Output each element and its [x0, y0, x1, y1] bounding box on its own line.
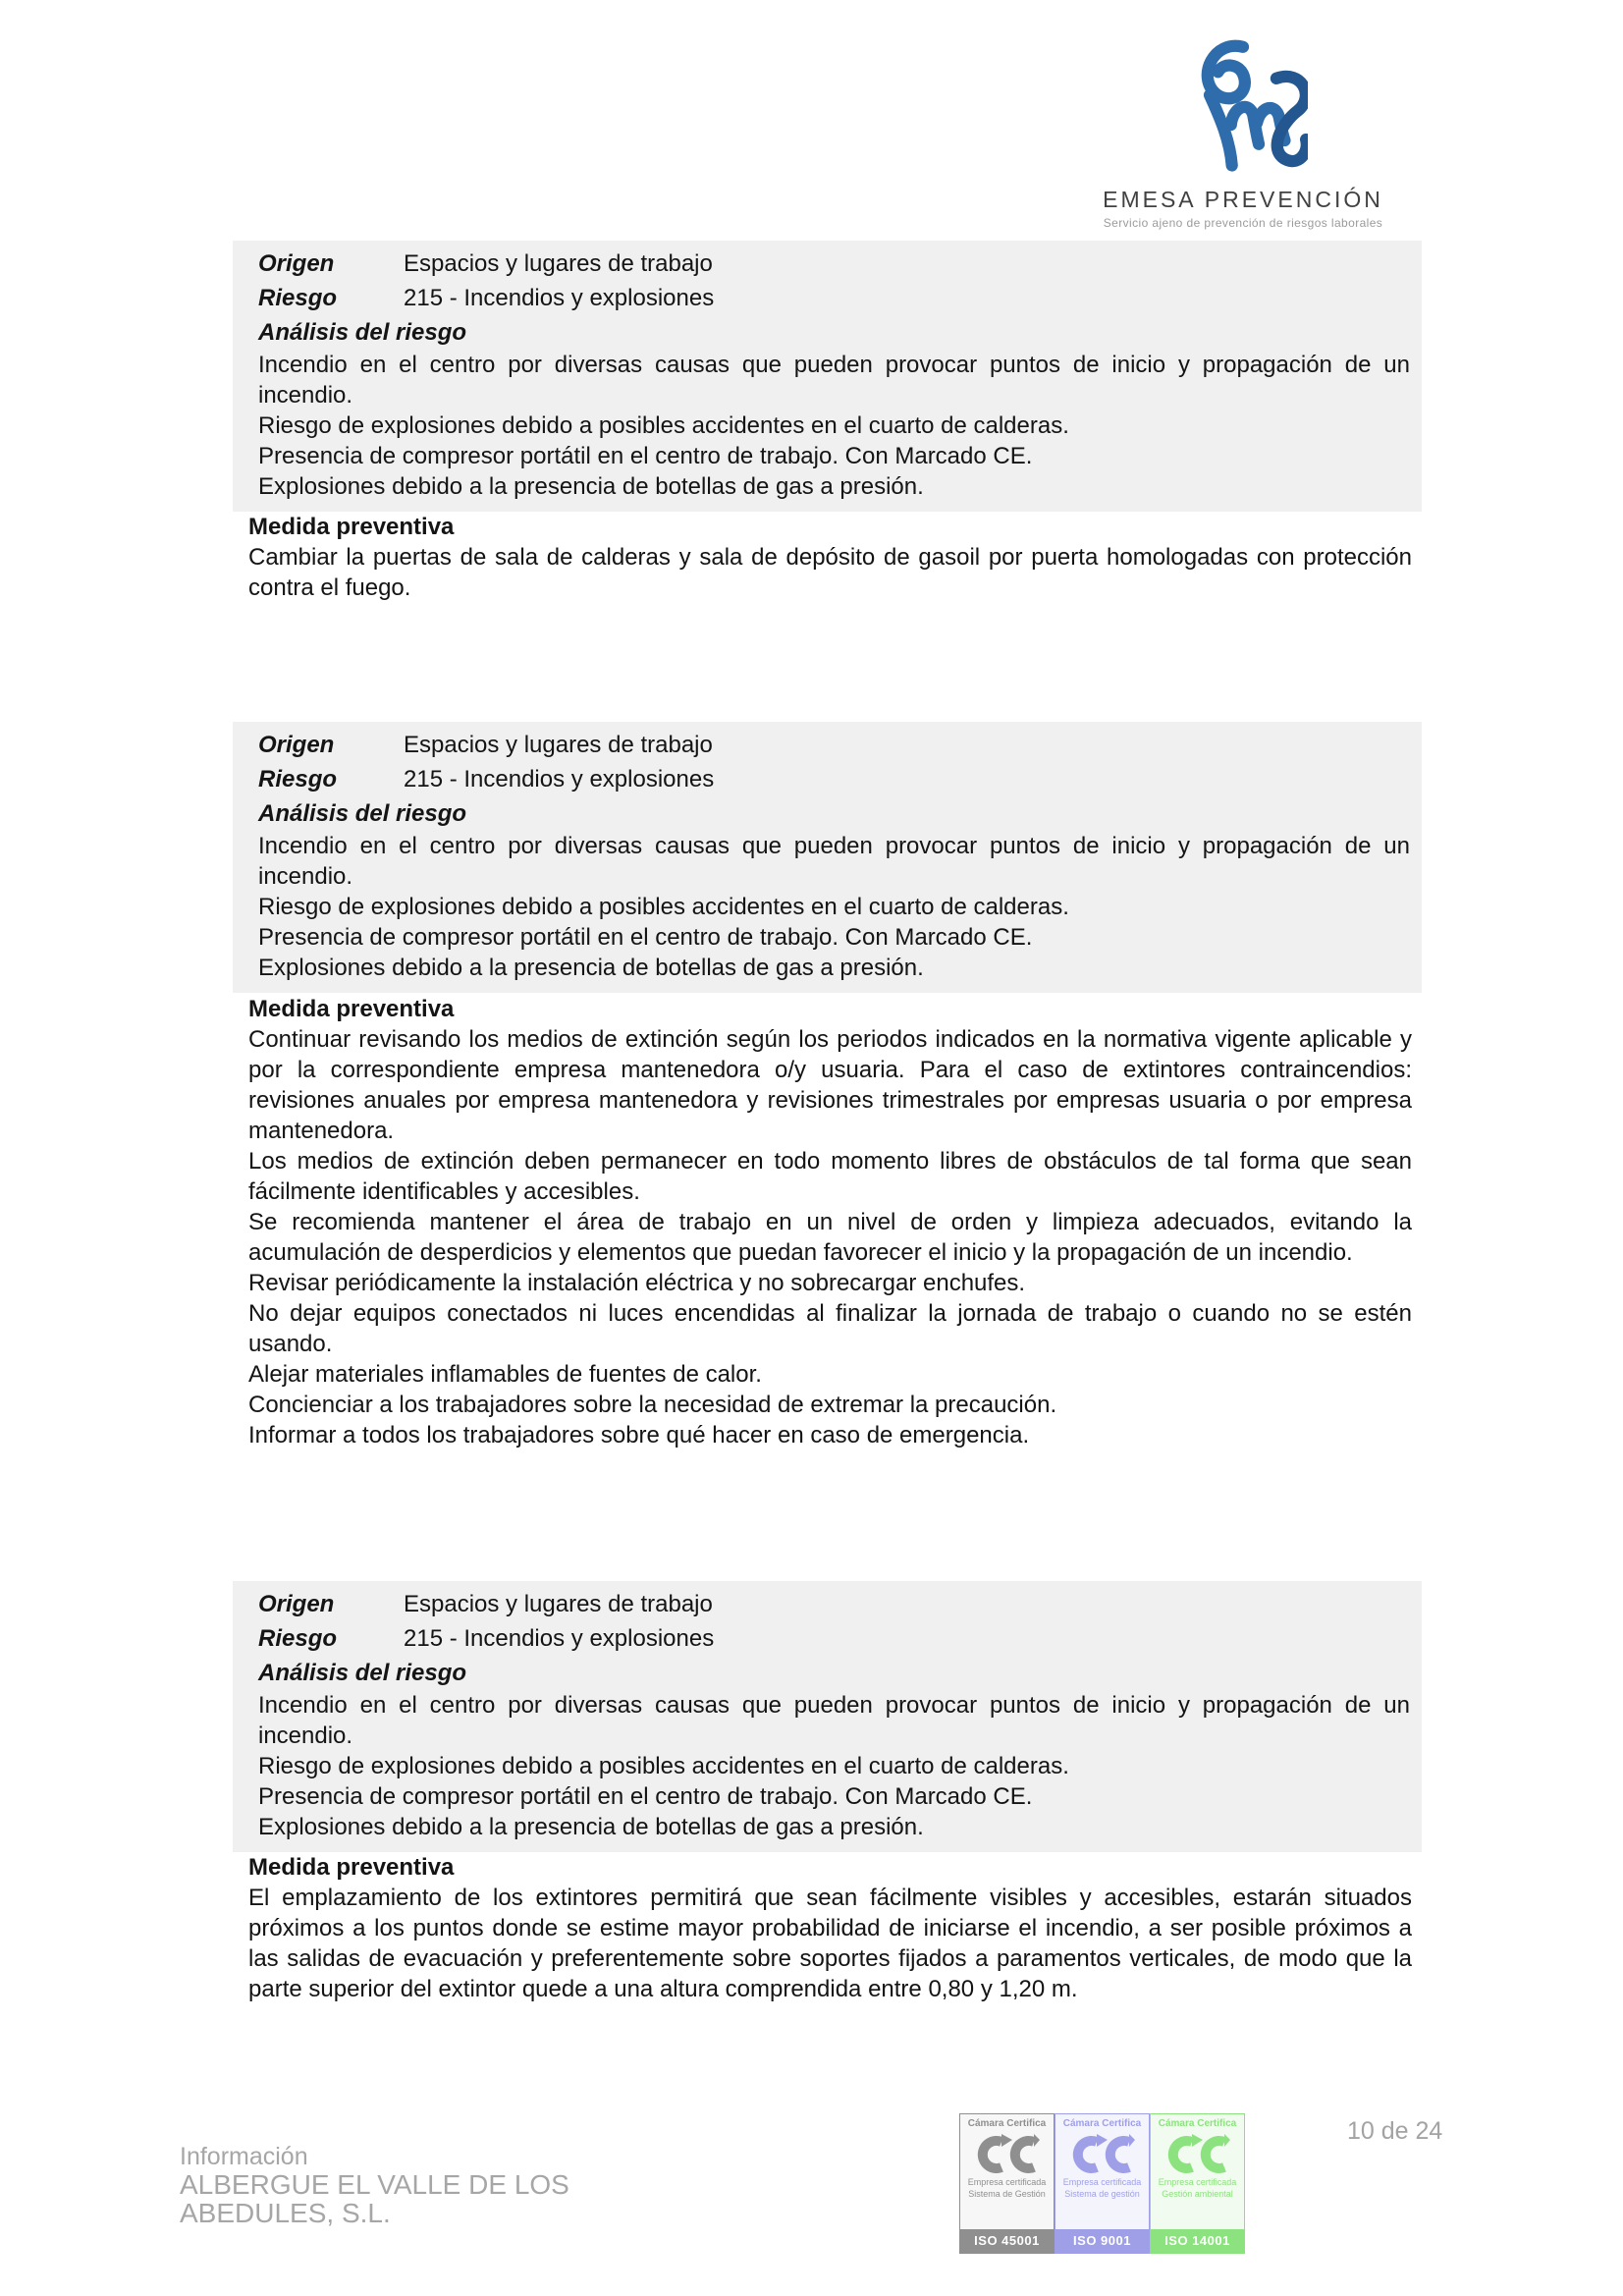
certification-badges	[959, 2113, 1245, 2254]
medida-paragraph: Revisar periódicamente la instalación eléctrica y no sobrecargar enchufes.	[248, 1270, 1026, 1296]
riesgo-label: Riesgo	[258, 766, 338, 793]
analisis-text	[258, 1690, 1410, 1842]
origen-value: Espacios y lugares de trabajo	[404, 1591, 713, 1617]
analisis-title: Análisis del riesgo	[258, 1660, 467, 1686]
medida-paragraph: Los medios de extinción deben permanecer en todo momento libres de obstáculos de tal forma que sean fácilmente identificables y accesibles.	[248, 1148, 1412, 1205]
iso-9001-badge	[1055, 2113, 1150, 2254]
analisis-paragraph: Riesgo de explosiones debido a posibles accidentes en el cuarto de calderas.	[258, 1753, 1069, 1779]
page-number: 10 de 24	[1347, 2117, 1443, 2145]
medida-paragraph: Alejar materiales inflamables de fuentes de calor.	[248, 1361, 762, 1388]
camara-certifica-cc-icon	[1070, 2133, 1135, 2176]
risk-block-1	[233, 241, 1422, 512]
badge-line2: Gestión ambiental	[1162, 2189, 1233, 2199]
footer-info-label: Información	[180, 2143, 308, 2170]
analisis-paragraph: Explosiones debido a la presencia de botellas de gas a presión.	[258, 1814, 924, 1840]
analisis-paragraph: Explosiones debido a la presencia de botellas de gas a presión.	[258, 955, 924, 981]
company-logo	[1098, 35, 1388, 230]
analisis-paragraph: Explosiones debido a la presencia de botellas de gas a presión.	[258, 473, 924, 500]
riesgo-value: 215 - Incendios y explosiones	[404, 766, 715, 793]
riesgo-row	[258, 281, 1410, 315]
analisis-paragraph: Presencia de compresor portátil en el centro de trabajo. Con Marcado CE.	[258, 1783, 1033, 1810]
medida-paragraph: Continuar revisando los medios de extinción según los periodos indicados en la normativa vigente aplicable y por la correspondiente empresa mantenedora o/y usuaria. Para el caso de extintores contraincendios: revisiones anuales por empresa mantenedora y revisiones trimestrales por empresas usuaria o por empresa mantenedora.	[248, 1026, 1412, 1144]
medida-section-2	[248, 994, 1412, 1450]
badge-line1: Empresa certificada	[1062, 2177, 1142, 2187]
analisis-title: Análisis del riesgo	[258, 319, 467, 346]
riesgo-row	[258, 762, 1410, 796]
analisis-paragraph: Riesgo de explosiones debido a posibles accidentes en el cuarto de calderas.	[258, 894, 1069, 920]
brand-tagline: Servicio ajeno de prevención de riesgos laborales	[1103, 216, 1383, 230]
risk-block-3	[233, 1581, 1422, 1852]
origen-row	[258, 1587, 1410, 1621]
analisis-paragraph: Presencia de compresor portátil en el centro de trabajo. Con Marcado CE.	[258, 924, 1033, 951]
analisis-paragraph: Incendio en el centro por diversas causas que pueden provocar puntos de inicio y propagación de un incendio.	[258, 1692, 1410, 1749]
badge-header: Cámara Certifica	[1062, 2118, 1142, 2129]
riesgo-row	[258, 1621, 1410, 1656]
eme-logo-icon	[1178, 35, 1308, 181]
badge-iso-number: ISO 14001	[1151, 2229, 1244, 2253]
medida-title: Medida preventiva	[248, 1854, 455, 1881]
medida-title: Medida preventiva	[248, 514, 455, 540]
origen-label: Origen	[258, 732, 335, 758]
origen-value: Espacios y lugares de trabajo	[404, 732, 713, 758]
medida-paragraph: Se recomienda mantener el área de trabajo en un nivel de orden y limpieza adecuados, evitando la acumulación de desperdicios y elementos que puedan favorecer el inicio y la propagación de un incendio.	[248, 1209, 1412, 1266]
analisis-title: Análisis del riesgo	[258, 800, 467, 827]
origen-label: Origen	[258, 250, 335, 277]
footer-company-line2: ABEDULES, S.L.	[180, 2198, 391, 2228]
footer-company-info	[180, 2143, 569, 2227]
medida-paragraph: El emplazamiento de los extintores permitirá que sean fácilmente visibles y accesibles, estarán situados próximos a los puntos donde se estime mayor probabilidad de iniciarse el incendio, a ser posible próximos a las salidas de evacuación y preferentemente sobre soportes fijados a paramentos verticales, de modo que la parte superior del extintor quede a una altura comprendida entre 0,80 y 1,20 m.	[248, 1885, 1412, 2002]
camara-certifica-cc-icon	[975, 2133, 1040, 2176]
medida-section-3	[248, 1852, 1412, 2004]
analisis-paragraph: Riesgo de explosiones debido a posibles accidentes en el cuarto de calderas.	[258, 412, 1069, 439]
badge-line2: Sistema de gestión	[1064, 2189, 1140, 2199]
badge-iso-number: ISO 9001	[1055, 2229, 1149, 2253]
badge-iso-number: ISO 45001	[960, 2229, 1054, 2253]
medida-title: Medida preventiva	[248, 996, 455, 1022]
origen-label: Origen	[258, 1591, 335, 1617]
riesgo-value: 215 - Incendios y explosiones	[404, 1625, 715, 1652]
badge-line2: Sistema de Gestión	[968, 2189, 1046, 2199]
badge-line1: Empresa certificada	[1158, 2177, 1237, 2187]
badge-line1: Empresa certificada	[967, 2177, 1047, 2187]
analisis-text	[258, 831, 1410, 983]
riesgo-label: Riesgo	[258, 1625, 338, 1652]
badge-header: Cámara Certifica	[1158, 2118, 1237, 2129]
origen-value: Espacios y lugares de trabajo	[404, 250, 713, 277]
analisis-paragraph: Presencia de compresor portátil en el centro de trabajo. Con Marcado CE.	[258, 443, 1033, 469]
iso-45001-badge	[959, 2113, 1055, 2254]
footer-company-line1: ALBERGUE EL VALLE DE LOS	[180, 2169, 569, 2200]
brand-name: EMESA PREVENCIÓN	[1103, 187, 1383, 212]
medida-paragraph: No dejar equipos conectados ni luces encendidas al finalizar la jornada de trabajo o cuando no se estén usando.	[248, 1300, 1412, 1357]
risk-block-2	[233, 722, 1422, 993]
camara-certifica-cc-icon	[1165, 2133, 1230, 2176]
medida-paragraph: Concienciar a los trabajadores sobre la necesidad de extremar la precaución.	[248, 1392, 1057, 1418]
origen-row	[258, 728, 1410, 762]
analisis-paragraph: Incendio en el centro por diversas causas que pueden provocar puntos de inicio y propagación de un incendio.	[258, 352, 1410, 409]
medida-paragraph: Cambiar la puertas de sala de calderas y sala de depósito de gasoil por puerta homologadas con protección contra el fuego.	[248, 544, 1412, 601]
badge-header: Cámara Certifica	[967, 2118, 1047, 2129]
riesgo-label: Riesgo	[258, 285, 338, 311]
analisis-text	[258, 350, 1410, 502]
origen-row	[258, 246, 1410, 281]
analisis-paragraph: Incendio en el centro por diversas causas que pueden provocar puntos de inicio y propagación de un incendio.	[258, 833, 1410, 890]
iso-14001-badge	[1150, 2113, 1245, 2254]
medida-section-1	[248, 512, 1412, 603]
medida-paragraph: Informar a todos los trabajadores sobre qué hacer en caso de emergencia.	[248, 1422, 1030, 1449]
riesgo-value: 215 - Incendios y explosiones	[404, 285, 715, 311]
